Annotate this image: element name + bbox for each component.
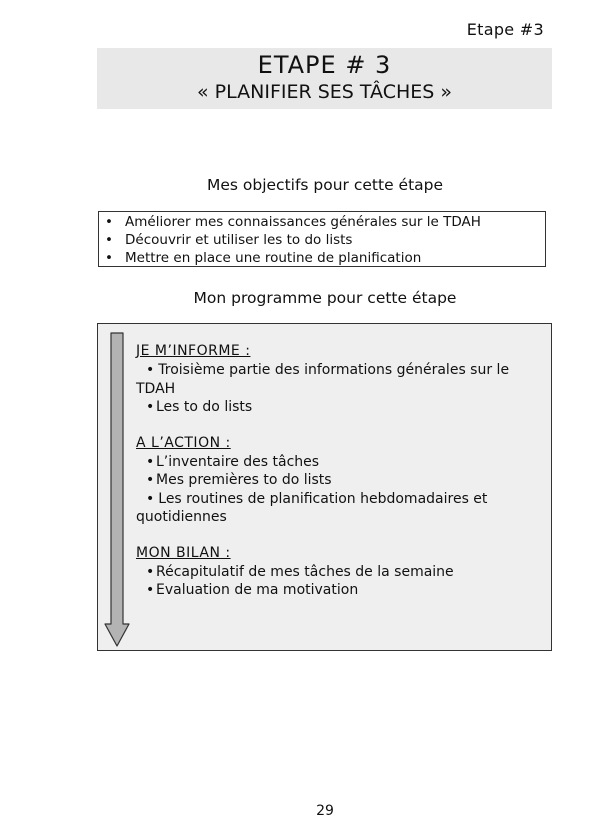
program-section-bilan — [136, 544, 539, 600]
item-text: Evaluation de ma motivation — [156, 582, 359, 598]
list-item — [136, 361, 539, 398]
objective-item — [105, 249, 545, 267]
bullet-icon: • — [105, 214, 113, 230]
list-item — [136, 453, 539, 472]
section-title: JE M’INFORME : — [136, 343, 251, 359]
bullet-icon: • — [105, 232, 113, 248]
page-number: 29 — [316, 803, 334, 819]
bullet-icon: • — [146, 563, 155, 580]
objective-item — [105, 231, 545, 249]
item-text: Mes premières to do lists — [156, 472, 332, 488]
section-title: MON BILAN : — [136, 544, 231, 561]
bullet-icon: • — [146, 582, 155, 598]
corner-step-label: Etape #3 — [466, 20, 544, 39]
item-text: Les routines de planification hebdomadaires et quotidiennes — [136, 490, 488, 525]
title-banner — [97, 48, 552, 109]
objective-text: Améliorer mes connaissances générales sur le TDAH — [125, 214, 481, 230]
section-title: A L’ACTION : — [136, 434, 231, 451]
objective-text: Découvrir et utiliser les to do lists — [125, 232, 353, 248]
program-content — [136, 342, 539, 617]
bullet-icon: • — [146, 472, 155, 488]
objectives-heading: Mes objectifs pour cette étape — [206, 176, 444, 194]
item-text: Les to do lists — [156, 399, 253, 415]
item-text: Troisième partie des informations générales sur le TDAH — [136, 362, 510, 397]
down-arrow-icon — [104, 332, 130, 648]
program-section-inform — [136, 342, 539, 417]
page-subtitle: « PLANIFIER SES TÂCHES » — [197, 81, 452, 103]
objectives-list — [105, 213, 545, 267]
objective-item — [105, 213, 545, 231]
list-item — [136, 581, 539, 600]
objective-text: Mettre en place une routine de planification — [125, 250, 422, 266]
bullet-icon: • — [146, 453, 155, 470]
objectives-box — [98, 211, 546, 267]
list-item — [136, 398, 539, 417]
bullet-icon: • — [146, 490, 155, 507]
page-title: ETAPE # 3 — [257, 51, 392, 79]
bullet-icon: • — [105, 250, 113, 266]
bullet-icon: • — [146, 362, 155, 378]
list-item — [136, 471, 539, 490]
program-box — [97, 323, 552, 651]
item-text: Récapitulatif de mes tâches de la semaine — [156, 563, 454, 580]
bullet-icon: • — [146, 399, 155, 415]
program-heading: Mon programme pour cette étape — [193, 289, 457, 307]
list-item — [136, 490, 539, 527]
item-text: L’inventaire des tâches — [156, 453, 320, 470]
program-section-action — [136, 434, 539, 527]
list-item — [136, 563, 539, 582]
